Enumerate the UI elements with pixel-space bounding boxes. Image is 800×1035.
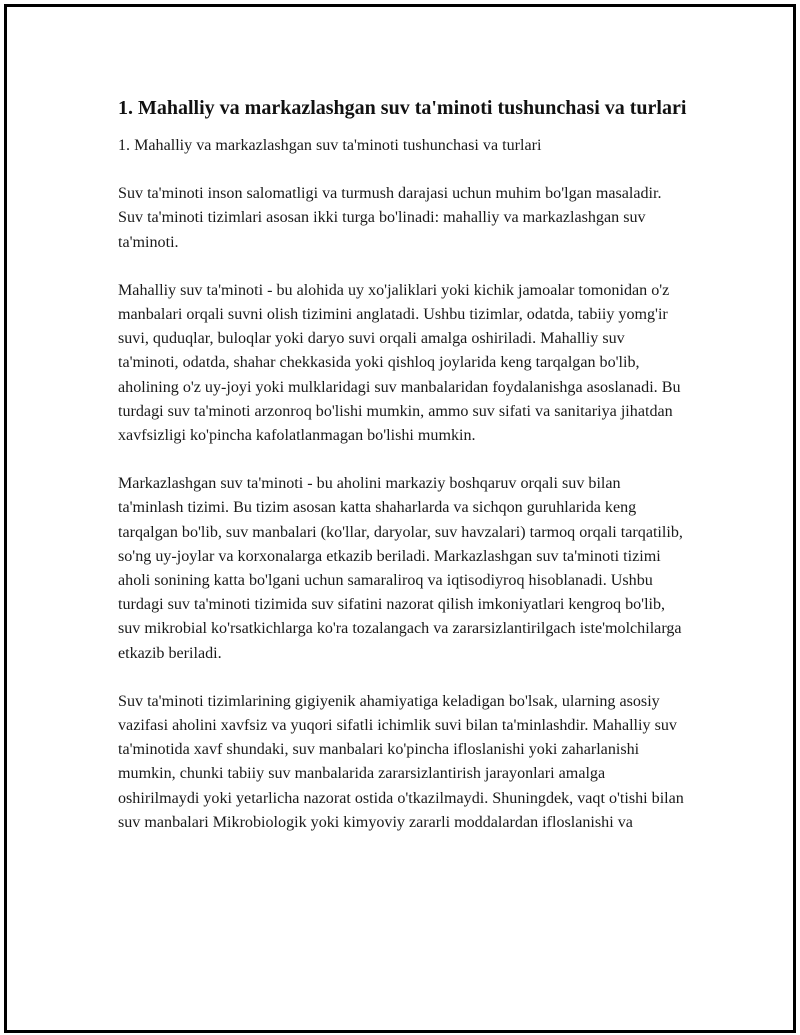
paragraph-central-supply: Markazlashgan suv ta'minoti - bu aholini markaziy boshqaruv orqali suv bilan ta'minlash tizimi. Bu tizim asosan katta shaharlarda va sichqon guruhlarida keng tarqalgan bo'lib, suv manbalari (ko'llar, daryolar, suv havzalari) tarmoq orqali tarqatilib, so'ng uy-joylar va korxonalarga etkazib beriladi. Markazlashgan suv ta'minoti tizimi aholi sonining katta bo'lgani uchun samaraliroq va iqtisodiyroq hisoblanadi. Ushbu turdagi suv ta'minoti tizimida suv sifatini nazorat qilish imkoniyatlari kengroq bo'lib, suv mikrobial ko'rsatkichlarga ko'ra tozalangach va zararsizlantirilgach iste'molchilarga etkazib beriladi. [118, 475, 683, 662]
paragraph-intro: Suv ta'minoti inson salomatligi va turmush darajasi uchun muhim bo'lgan masaladir. Suv ta'minoti tizimlari asosan ikki turga bo'linadi: mahalliy va markazlashgan suv ta'minoti. [118, 185, 662, 251]
document-body [118, 95, 688, 859]
paragraph-local-supply: Mahalliy suv ta'minoti - bu alohida uy xo'jaliklari yoki kichik jamoalar tomonidan o'z manbalari orqali suvni olish tizimini anglatadi. Ushbu tizimlar, odatda, tabiiy yomg'ir suvi, quduqlar, buloqlar yoki daryo suvi orqali amalga oshiriladi. Mahalliy suv ta'minoti, odatda, shahar chekkasida yoki qishloq joylarida keng tarqalgan bo'lib, aholining o'z uy-joyi yoki mulklaridagi suv manbalaridan foydalanishga asoslanadi. Bu turdagi suv ta'minoti arzonroq bo'lishi mumkin, ammo suv sifati va sanitariya jihatdan xavfsizligi ko'pincha kafolatlanmagan bo'lishi mumkin. [118, 281, 681, 445]
paragraph-hygiene: Suv ta'minoti tizimlarining gigiyenik ahamiyatiga keladigan bo'lsak, ularning asosiy vazifasi aholini xavfsiz va yuqori sifatli ichimlik suvi bilan ta'minlashdir. Mahalliy suv ta'minotida xavf shundaki, suv manbalari ko'pincha ifloslanishi yoki zaharlanishi mumkin, chunki tabiiy suv manbalarida zararsizlantirish jarayonlari amalga oshirilmaydi yoki yetarlicha nazorat ostida o'tkazilmaydi. Shuningdek, vaqt o'tishi bilan suv manbalari Mikrobiologik yoki kimyoviy zararli moddalardan ifloslanishi va [118, 692, 684, 831]
document-heading: 1. Mahalliy va markazlashgan suv ta'minoti tushunchasi va turlari [118, 97, 687, 119]
paragraph-subtitle: 1. Mahalliy va markazlashgan suv ta'minoti tushunchasi va turlari [118, 137, 542, 154]
